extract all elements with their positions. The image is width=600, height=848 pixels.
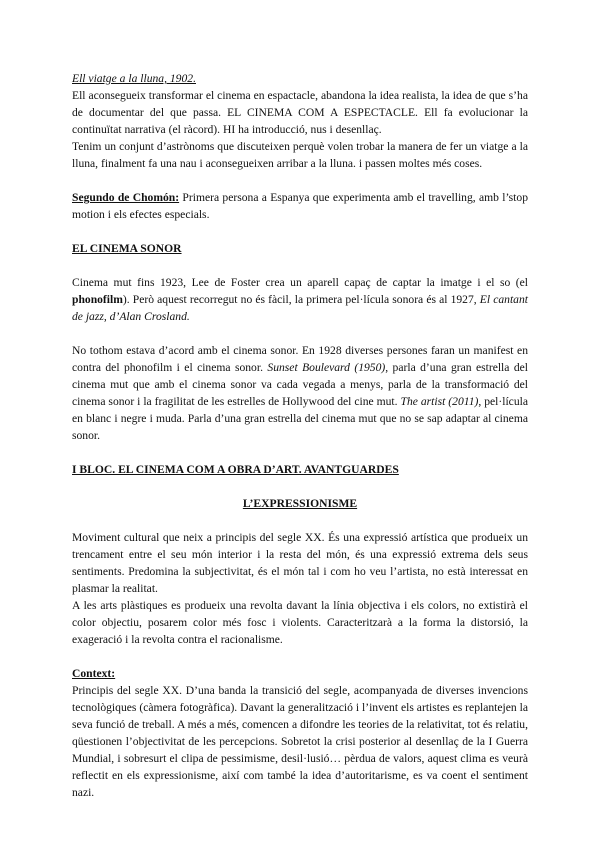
chomon-label: Segundo de Chomón: bbox=[72, 191, 180, 204]
context-heading bbox=[72, 665, 528, 682]
context-paragraph: Principis del segle XX. D’una banda la transició del segle, acompanyada de diverses invencions tecnològiques (càmera fotogràfica). Davant la generalització i l’invent els artistes es replantejen la seva funció de treball. A més a més, comencen a difondre les teories de la relativitat, tot és relatiu, qüestionen l’objectivitat de les percepcions. Sobretot la crisi posterior al desenllaç de la I Guerra Mundial, i sobresurt el clipa de pessimisme, desil·lusió… pèrdua de valors, aquest clima es veurà reflectit en els expressionisme, així com també la idea d’autoritarisme, es va coent el sentiment nazi. bbox=[72, 684, 528, 799]
spacer bbox=[72, 478, 528, 495]
the-artist-title: The artist (2011) bbox=[400, 395, 479, 408]
text-run: ). Però aquest recorregut no és fàcil, la primera pel·lícula sonora és al 1927, bbox=[122, 293, 480, 306]
text-run: , pel·lícula en blanc i negre i muda. Parla d’una gran estrella del cinema mut que no se sap adaptar al cinema sonor. bbox=[72, 395, 528, 442]
expressionism-heading-text: L’EXPRESSIONISME bbox=[242, 497, 358, 510]
expressionism-paragraph: Moviment cultural que neix a principis del segle XX. És una expressió artística que produeix un trencament entre el seu món interior i la resta del món, és una expressió extrema dels seus sentiments. Predomina la subjectivitat, és el món tal i com ho veu l’artista, no està interessat en plasmar la realitat. bbox=[72, 531, 528, 595]
sound-cinema-heading bbox=[72, 240, 528, 257]
title-text: Ell viatge a la lluna, 1902. bbox=[72, 72, 196, 85]
plastic-arts-paragraph: A les arts plàstiques es produeix una revolta davant la línia objectiva i els colors, no extistirà el color objectiu, posarem color més fosc i violents. Caracteritzarà a la forma la distorsió, la exageració i la revolta contra el racionalisme. bbox=[72, 599, 528, 646]
film-title bbox=[72, 70, 528, 87]
jazz-singer-title: El cantant de jazz, d’Alan Crosland. bbox=[72, 293, 528, 323]
chomon-text: Primera persona a Espanya que experimenta amb el travelling, amb l’stop motion i els efectes especials. bbox=[72, 191, 528, 221]
opposition-paragraph bbox=[72, 342, 528, 444]
text-run: , parla d’una gran estrella del cinema mut que amb el cinema sonor va cada vegada a menys, parla de la transformació del cinema sonor i la fragilitat de les estrelles de Hollywood del cine mut. bbox=[72, 361, 528, 408]
spacer bbox=[72, 257, 528, 274]
spacer bbox=[72, 325, 528, 342]
sound-cinema-heading-text: EL CINEMA SONOR bbox=[72, 242, 182, 255]
phonofilm-term: phonofilm bbox=[72, 293, 123, 306]
phonofilm-paragraph bbox=[72, 274, 528, 325]
bloc-heading-text: I BLOC. EL CINEMA COM A OBRA D’ART. AVANTGUARDES bbox=[72, 463, 399, 476]
bloc-heading bbox=[72, 461, 528, 478]
sunset-boulevard-title: Sunset Boulevard (1950) bbox=[267, 361, 386, 374]
spacer bbox=[72, 172, 528, 189]
melies-paragraph: Ell aconsegueix transformar el cinema en espactacle, abandona la idea realista, la idea de que s’ha de documentar del que passa. EL CINEMA COM A ESPECTACLE. Ell fa evolucionar la continuïtat narrativa (el ràcord). HI ha introducció, nus i desenllaç. bbox=[72, 89, 528, 136]
spacer bbox=[72, 223, 528, 240]
chomon-paragraph bbox=[72, 189, 528, 223]
text-run: No tothom estava d’acord amb el cinema sonor. En 1928 diverses persones faran un manifest en contra del phonofilm i el cinema sonor. bbox=[72, 344, 528, 374]
expressionism-heading bbox=[72, 495, 528, 512]
context-label: Context: bbox=[72, 667, 116, 680]
text-run: Cinema mut fins 1923, Lee de Foster crea un aparell capaç de captar la imatge i el so (el bbox=[72, 276, 528, 289]
spacer bbox=[72, 648, 528, 665]
spacer bbox=[72, 512, 528, 529]
spacer bbox=[72, 444, 528, 461]
plot-paragraph: Tenim un conjunt d’astrònoms que discuteixen perquè volen trobar la manera de fer un viatge a la lluna, finalment fa una nau i aconsegueixen arribar a la lluna. i passen moltes més coses. bbox=[72, 140, 528, 170]
